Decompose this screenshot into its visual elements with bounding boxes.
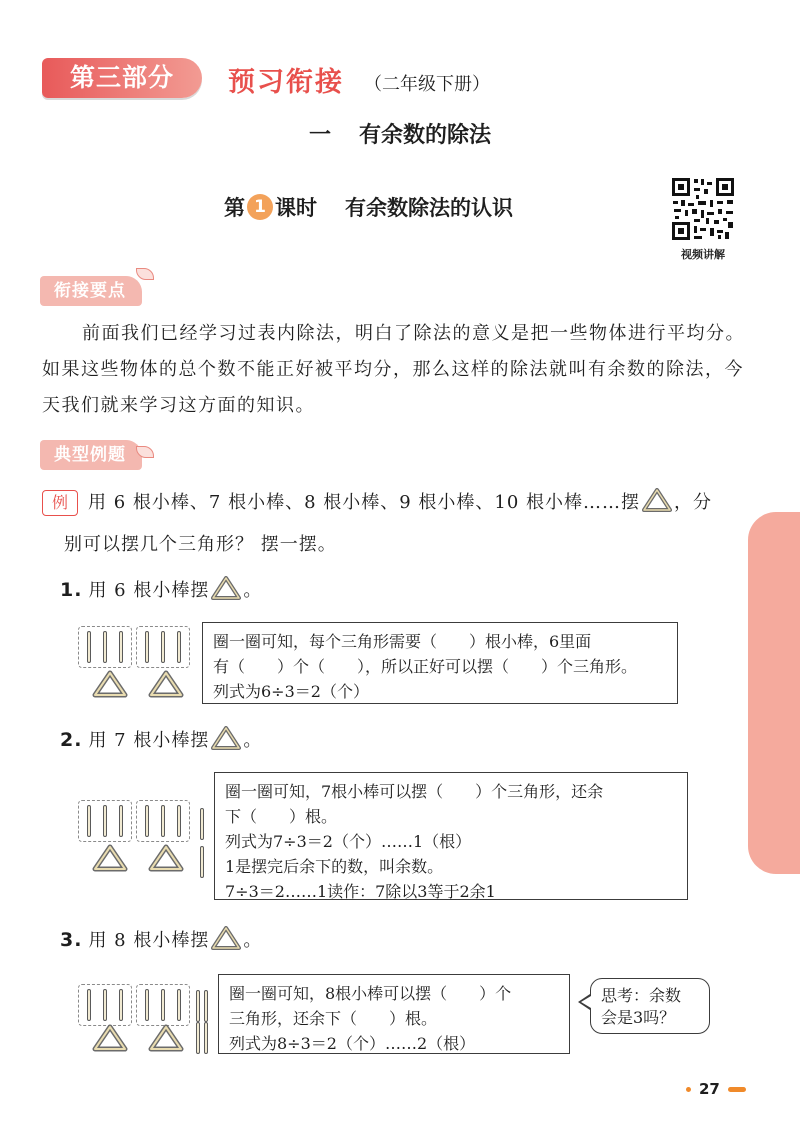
- step-3-number: 3.: [60, 929, 83, 951]
- step-2-text: 用 7 根小棒摆: [88, 730, 210, 751]
- step-2-sticks: [78, 800, 190, 842]
- part-title: 预习衔接: [228, 67, 344, 98]
- stick: [177, 989, 181, 1021]
- remainder-stick: [204, 1022, 208, 1054]
- step-3-heading: [60, 926, 262, 952]
- key-points-tag-group: [40, 276, 154, 306]
- step-3-sticks: [78, 984, 190, 1026]
- dot-icon: [686, 1087, 691, 1092]
- step-3-text: 用 8 根小棒摆: [88, 930, 210, 951]
- key-points-text: 前面我们已经学习过表内除法，明白了除法的意义是把一些物体进行平均分。如果这些物体的总个数不能正好被平均分，那么这样的除法就叫有余数的除法，今天我们就来学习这方面的知识。: [42, 323, 745, 416]
- box-line: 列式为8÷3＝2（个）……2（根）: [229, 1034, 476, 1053]
- box-line: 有（ ）个（ ），所以正好可以摆（ ）个三角形。: [213, 657, 638, 676]
- qr-code-icon[interactable]: [670, 176, 736, 242]
- lesson-suffix: 课时: [275, 196, 317, 220]
- step-1-sticks: [78, 626, 190, 668]
- step-2-end: 。: [243, 730, 263, 751]
- lesson-title: 有余数除法的认识: [345, 196, 513, 220]
- part-badge: 第三部分: [42, 58, 202, 98]
- chapter-title: 有余数的除法: [359, 123, 492, 148]
- triangle-icon: [148, 670, 184, 698]
- stick: [103, 989, 107, 1021]
- stick: [145, 805, 149, 837]
- remainder-stick: [200, 808, 204, 840]
- chapter-heading: [0, 118, 800, 149]
- triangle-icon: [211, 926, 241, 950]
- stick: [87, 631, 91, 663]
- step-3-box: [218, 974, 570, 1054]
- step-2-box: [214, 772, 688, 900]
- step-1-box: [202, 622, 678, 704]
- step-1-end: 。: [243, 580, 263, 601]
- stick-group: [136, 626, 190, 668]
- remainder-stick: [196, 990, 200, 1022]
- example-tag: 典型例题: [40, 440, 142, 470]
- stick: [161, 805, 165, 837]
- box-line: 圈一圈可知，8根小棒可以摆（ ）个: [229, 984, 512, 1003]
- step-3-end: 。: [243, 930, 263, 951]
- step-2-number: 2.: [60, 729, 83, 751]
- stick-group: [136, 800, 190, 842]
- think-bubble: [590, 978, 710, 1034]
- stick: [103, 631, 107, 663]
- step-1-text: 用 6 根小棒摆: [88, 580, 210, 601]
- box-line: 圈一圈可知，每个三角形需要（ ）根小棒，6里面: [213, 632, 592, 651]
- side-tab: [748, 512, 800, 874]
- stick-group: [136, 984, 190, 1026]
- stick: [103, 805, 107, 837]
- stick: [119, 989, 123, 1021]
- example-line-2: 别可以摆几个三角形？ 摆一摆。: [64, 534, 337, 555]
- stick: [177, 631, 181, 663]
- bar-icon: [728, 1087, 746, 1092]
- stick: [119, 805, 123, 837]
- triangle-icon: [211, 726, 241, 750]
- key-points-paragraph: [42, 316, 748, 424]
- example-label: 例: [42, 490, 78, 516]
- key-points-tag: 衔接要点: [40, 276, 142, 306]
- example-line-1a: 用 6 根小棒、7 根小棒、8 根小棒、9 根小棒、10 根小棒……摆: [88, 492, 641, 513]
- example-tag-group: [40, 440, 154, 470]
- stick: [119, 631, 123, 663]
- step-2-heading: [60, 726, 262, 752]
- stick: [87, 805, 91, 837]
- page-number: [686, 1080, 746, 1098]
- stick-group: [78, 800, 132, 842]
- leaf-icon: [136, 268, 154, 280]
- triangle-icon: [211, 576, 241, 600]
- page-number-text: 27: [699, 1080, 720, 1098]
- triangle-icon: [148, 844, 184, 872]
- qr-label: 视频讲解: [681, 248, 725, 261]
- part-subtitle: （二年级下册）: [364, 74, 490, 95]
- example-line-1: [88, 488, 712, 514]
- stick-group: [78, 626, 132, 668]
- box-line: 三角形，还余下（ ）根。: [229, 1009, 438, 1028]
- triangle-icon: [642, 488, 672, 512]
- lesson-prefix: 第: [224, 196, 245, 220]
- stick: [161, 989, 165, 1021]
- box-line: 7÷3＝2……1读作：7除以3等于2余1: [225, 882, 496, 901]
- remainder-stick: [204, 990, 208, 1022]
- stick: [145, 989, 149, 1021]
- stick-group: [78, 984, 132, 1026]
- box-line: 列式为6÷3＝2（个）: [213, 682, 369, 701]
- triangle-icon: [148, 1024, 184, 1052]
- stick: [177, 805, 181, 837]
- think-line: 思考：余数: [601, 986, 682, 1005]
- box-line: 下（ ）根。: [225, 807, 338, 826]
- box-line: 1是摆完后余下的数，叫余数。: [225, 857, 444, 876]
- lesson-number-badge: 1: [247, 194, 273, 220]
- step-1-heading: [60, 576, 262, 602]
- stick: [161, 631, 165, 663]
- step-1-number: 1.: [60, 579, 83, 601]
- stick: [145, 631, 149, 663]
- lesson-heading: [224, 192, 513, 222]
- box-line: 列式为7÷3＝2（个）……1（根）: [225, 832, 472, 851]
- box-line: 圈一圈可知，7根小棒可以摆（ ）个三角形，还余: [225, 782, 604, 801]
- stick: [87, 989, 91, 1021]
- remainder-stick: [200, 846, 204, 878]
- example-line-1b: ，分: [674, 492, 713, 513]
- bubble-tail-inner: [581, 996, 591, 1008]
- triangle-icon: [92, 1024, 128, 1052]
- remainder-stick: [196, 1022, 200, 1054]
- think-line: 会是3吗？: [601, 1008, 676, 1027]
- triangle-icon: [92, 844, 128, 872]
- triangle-icon: [92, 670, 128, 698]
- chapter-number: 一: [308, 123, 331, 148]
